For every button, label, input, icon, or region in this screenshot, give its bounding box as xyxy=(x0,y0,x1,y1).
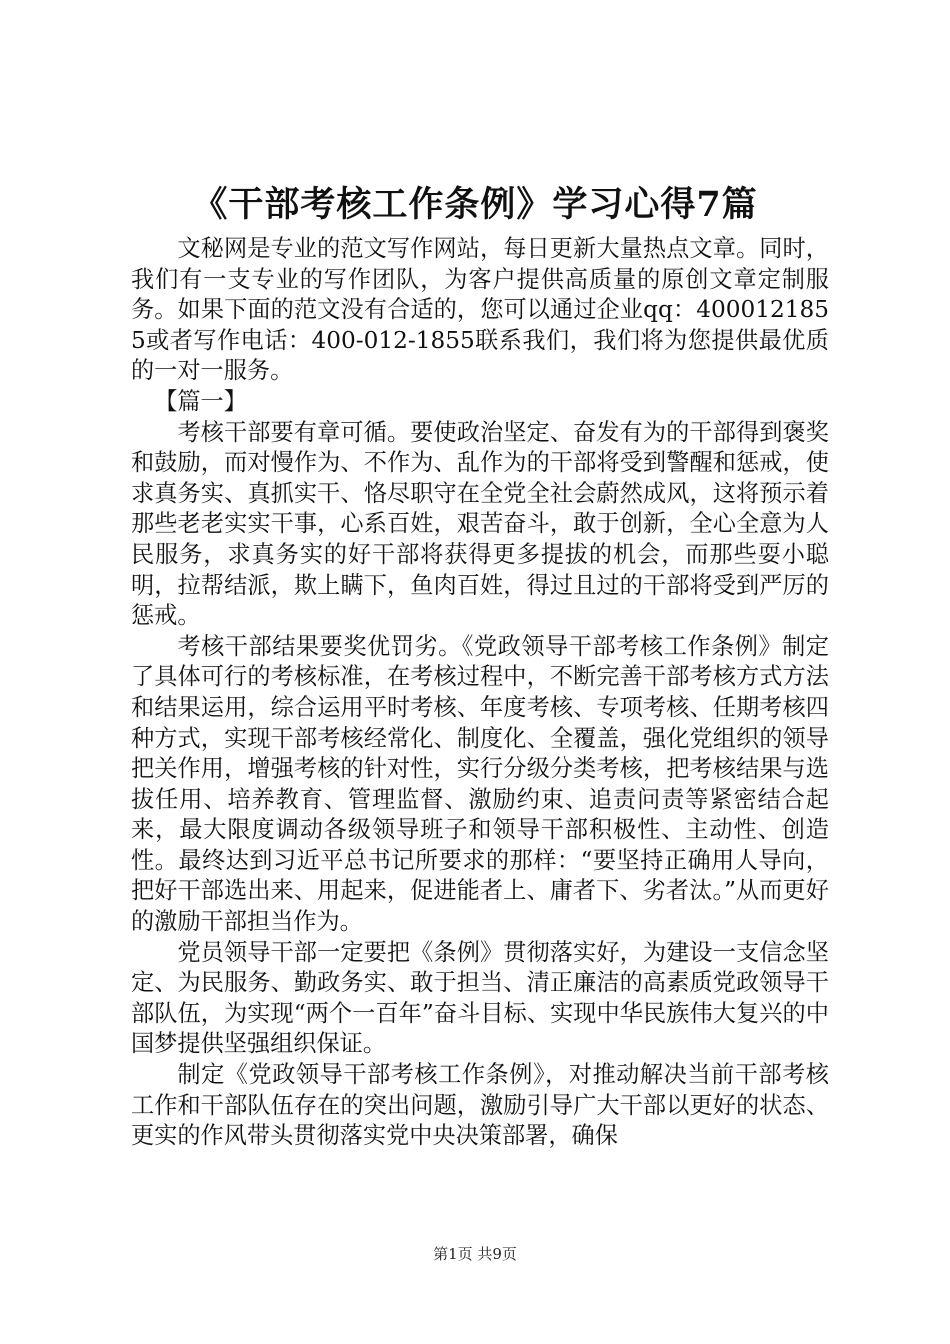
intro-paragraph: 文秘网是专业的范文写作网站，每日更新大量热点文章。同时，我们有一支专业的写作团队，为客户提供高质量的原创文章定制服务。如果下面的范文没有合适的，您可以通过企业qq：4000121855或者写作电话：400-012-1855联系我们，我们将为您提供最优质的一对一服务。 xyxy=(131,235,829,385)
document-body xyxy=(131,234,829,1152)
document-title: 《干部考核工作条例》学习心得7篇 xyxy=(192,184,758,225)
body-paragraph-4: 制定《党政领导干部考核工作条例》，对推动解决当前干部考核工作和干部队伍存在的突出问题，激励引导广大干部以更好的状态、更实的作风带头贯彻落实党中央决策部署，确保 xyxy=(131,1061,829,1150)
page-number-footer: 第1页 共9页 xyxy=(433,1245,517,1263)
body-paragraph-3: 党员领导干部一定要把《条例》贯彻落实好，为建设一支信念坚定、为民服务、勤政务实、敢于担当、清正廉洁的高素质党政领导干部队伍，为实现“两个一百年”奋斗目标、实现中华民族伟大复兴的中国梦提供坚强组织保证。 xyxy=(131,938,829,1058)
body-paragraph-1: 考核干部要有章可循。要使政治坚定、奋发有为的干部得到褒奖和鼓励，而对慢作为、不作为、乱作为的干部将受到警醒和惩戒，使求真务实、真抓实干、恪尽职守在全党全社会蔚然成风，这将预示着那些老老实实干事，心系百姓，艰苦奋斗，敢于创新，全心全意为人民服务，求真务实的好干部将获得更多提拔的机会，而那些耍小聪明，拉帮结派，欺上瞒下，鱼肉百姓，得过且过的干部将受到严厉的惩戒。 xyxy=(131,418,829,630)
section-label: 【篇一】 xyxy=(154,387,247,415)
body-paragraph-2: 考核干部结果要奖优罚劣。《党政领导干部考核工作条例》制定了具体可行的考核标准，在考核过程中，不断完善干部考核方式方法和结果运用，综合运用平时考核、年度考核、专项考核、任期考核四种方式，实现干部考核经常化、制度化、全覆盖，强化党组织的领导把关作用，增强考核的针对性，实行分级分类考核，把考核结果与选拔任用、培养教育、管理监督、激励约束、追责问责等紧密结合起来，最大限度调动各级领导班子和领导干部积极性、主动性、创造性。最终达到习近平总书记所要求的那样：“要坚持正确用人导向，把好干部选出来、用起来，促进能者上、庸者下、劣者汰。”从而更好的激励干部担当作为。 xyxy=(131,632,829,936)
